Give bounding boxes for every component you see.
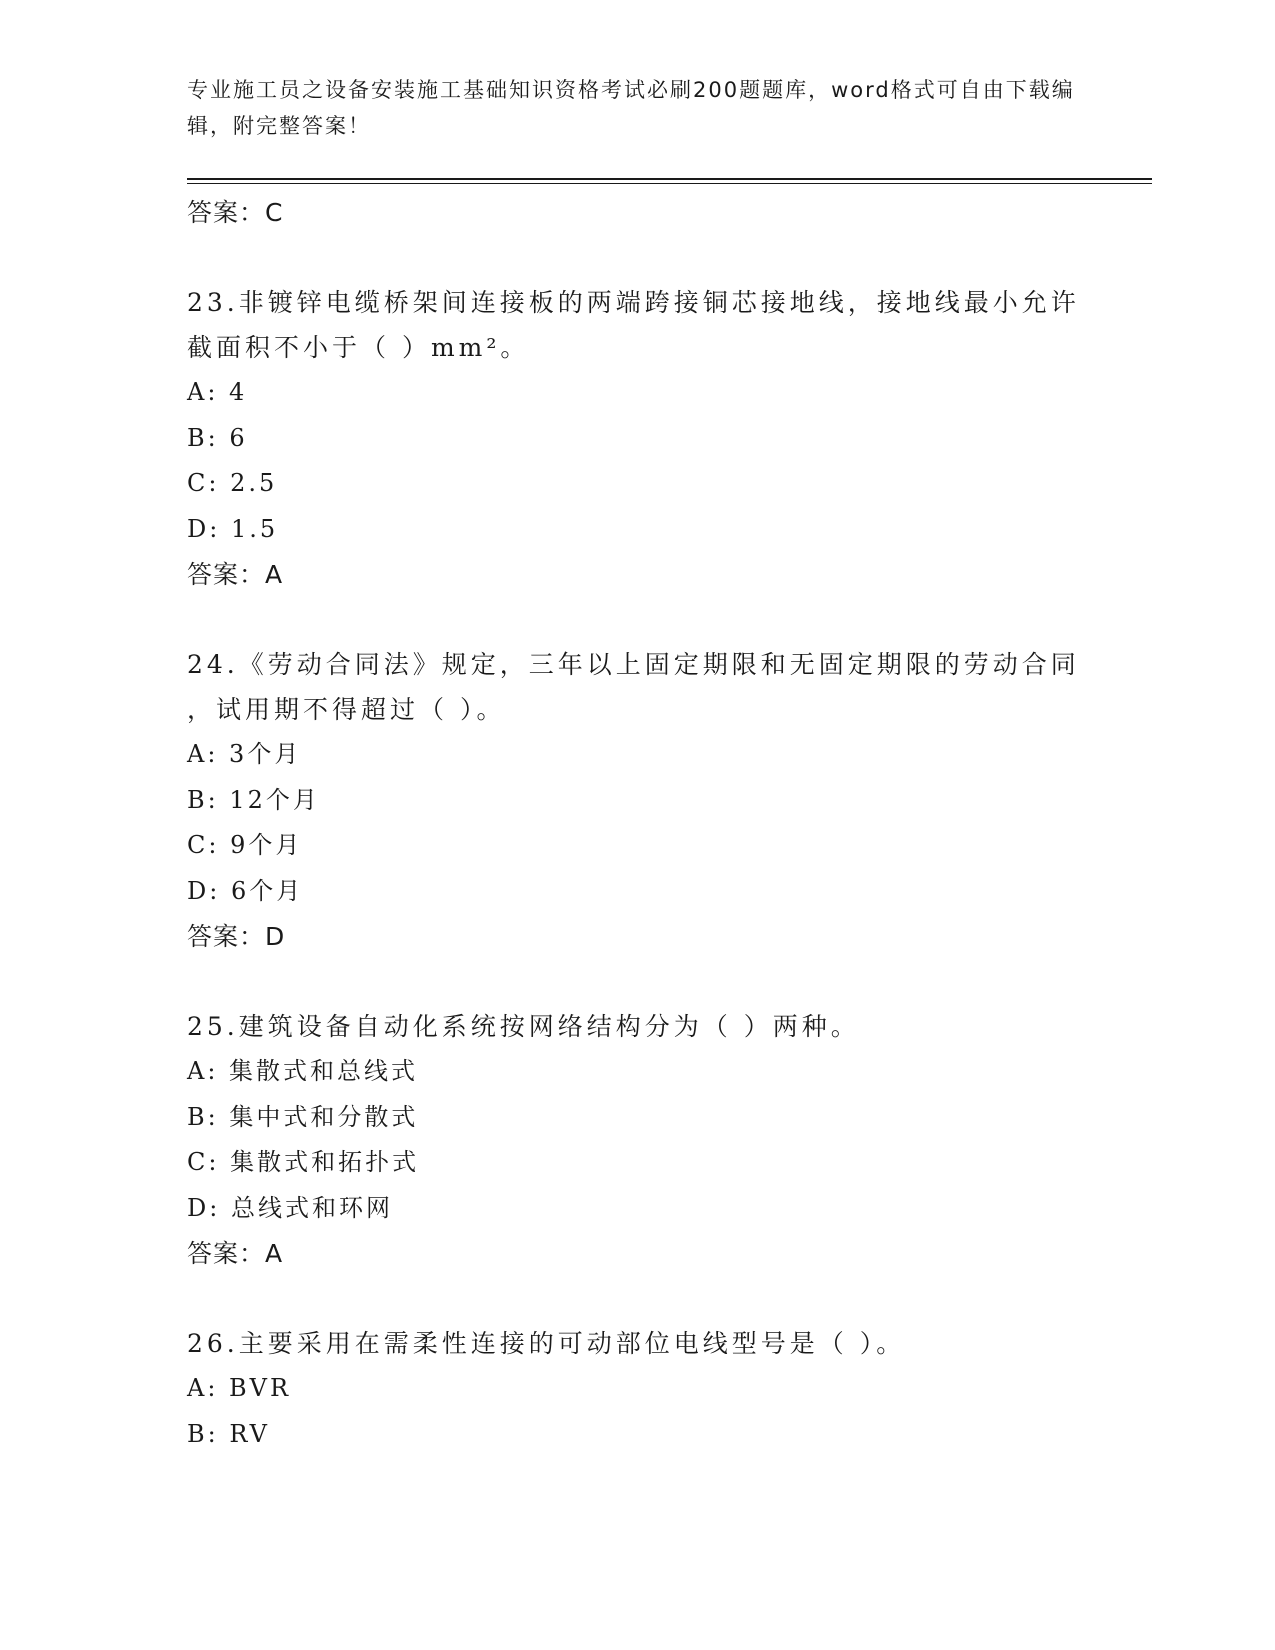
option-b: B: RV	[187, 1419, 270, 1448]
question-stem-line: 26.主要采用在需柔性连接的可动部位电线型号是（ ）。	[187, 1329, 906, 1358]
option-a: A: 3个月	[187, 740, 302, 768]
answer-line: 答案：C	[187, 198, 284, 227]
option-b: B: 集中式和分散式	[187, 1102, 419, 1131]
question-stem-line: ，试用期不得超过（ ）。	[187, 695, 506, 724]
question-25	[187, 1004, 1087, 1277]
question-23	[187, 280, 1087, 598]
document-header	[187, 72, 1087, 144]
question-stem-line: 25.建筑设备自动化系统按网络结构分为（ ）两种。	[187, 1012, 860, 1041]
option-d: D: 1.5	[187, 514, 279, 543]
option-c: C: 9个月	[187, 831, 303, 859]
header-divider-thick	[187, 178, 1152, 180]
option-a: A: BVR	[187, 1374, 292, 1402]
option-c: C: 集散式和拓扑式	[187, 1148, 420, 1176]
option-a: A: 集散式和总线式	[187, 1057, 419, 1085]
question-24	[187, 642, 1087, 960]
header-title: 专业施工员之设备安装施工基础知识资格考试必刷200题题库，word格式可自由下载编辑，附完整答案！	[187, 78, 1075, 138]
spacer	[187, 236, 1087, 280]
question-stem-line: 24.《劳动合同法》规定，三年以上固定期限和无固定期限的劳动合同	[187, 650, 1080, 679]
option-b: B: 12个月	[187, 785, 320, 814]
question-26	[187, 1321, 1087, 1457]
header-divider-thin	[187, 183, 1152, 184]
question-list	[187, 190, 1087, 1457]
question-stem	[187, 1321, 1087, 1366]
option-c: C: 2.5	[187, 469, 278, 497]
option-d: D: 6个月	[187, 876, 304, 905]
answer-line: 答案：D	[187, 922, 286, 951]
option-b: B: 6	[187, 423, 248, 452]
spacer	[187, 1277, 1087, 1321]
question-stem	[187, 280, 1087, 370]
answer-line: 答案：A	[187, 560, 284, 589]
spacer	[187, 960, 1087, 1004]
answer-line: 答案：A	[187, 1239, 284, 1268]
question-stem-line: 截面积不小于（ ）mm²。	[187, 333, 530, 362]
question-stem	[187, 642, 1087, 732]
question-stem	[187, 1004, 1087, 1049]
question-stem-line: 23.非镀锌电缆桥架间连接板的两端跨接铜芯接地线，接地线最小允许	[187, 288, 1080, 317]
option-d: D: 总线式和环网	[187, 1193, 393, 1222]
spacer	[187, 598, 1087, 642]
option-a: A: 4	[187, 378, 248, 406]
